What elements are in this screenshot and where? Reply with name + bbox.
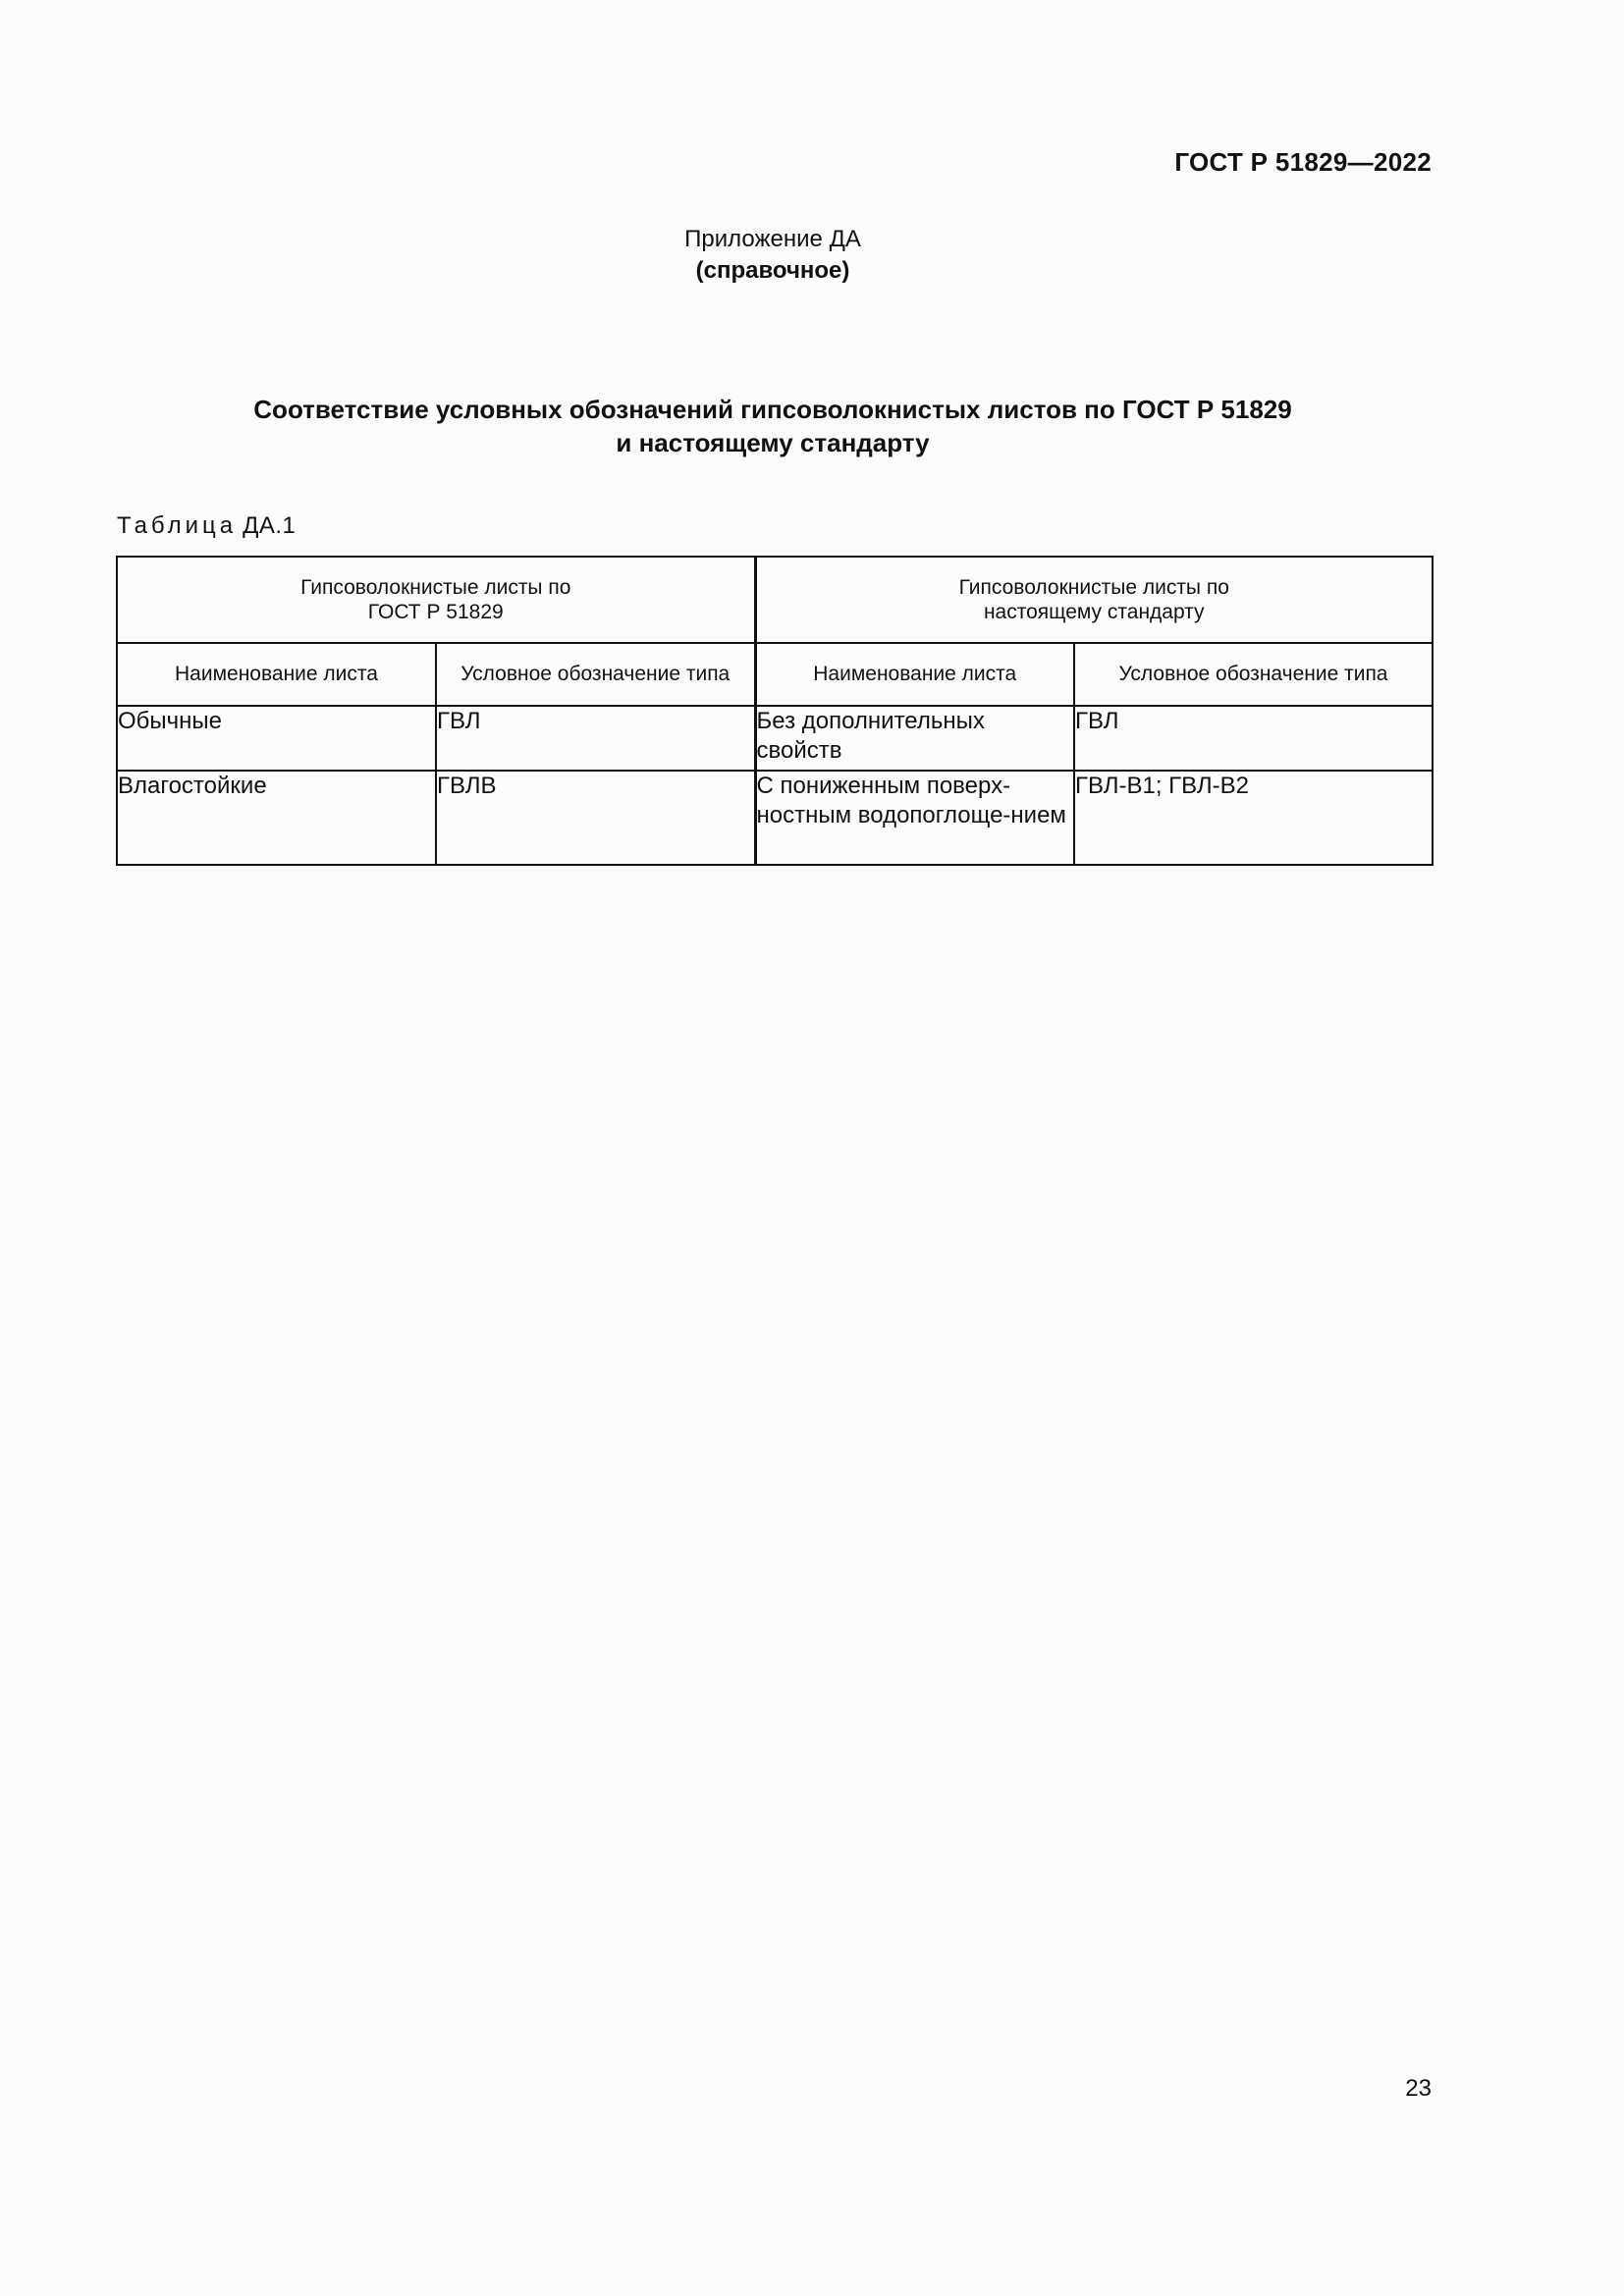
- table-row: [117, 706, 1433, 771]
- appendix-kind: (справочное): [695, 257, 850, 284]
- table-cell: ГВЛ: [436, 706, 755, 771]
- table-column-header-row: [117, 643, 1433, 706]
- table-cell: Без дополнительных свойств: [755, 706, 1074, 771]
- table-cell: ГВЛ: [1074, 706, 1433, 771]
- column-header: Условное обозначение типа: [436, 643, 755, 706]
- table-caption-number: ДА.1: [243, 512, 297, 539]
- table-cell: Влагостойкие: [117, 771, 436, 865]
- appendix-heading: [0, 224, 1545, 287]
- group-header-gost: [117, 557, 755, 643]
- document-code: ГОСТ Р 51829—2022: [1174, 147, 1432, 177]
- column-header: Условное обозначение типа: [1074, 643, 1433, 706]
- group-header-line: ГОСТ Р 51829: [367, 601, 504, 623]
- table-cell: ГВЛ-В1; ГВЛ-В2: [1074, 771, 1433, 865]
- table-row: [117, 771, 1433, 865]
- group-header-line: Гипсоволокнистые листы по: [958, 576, 1229, 599]
- table-cell: ГВЛВ: [436, 771, 755, 865]
- appendix-label: Приложение ДА: [684, 226, 861, 252]
- table-cell: С пониженным поверх-ностным водопоглоще-нием: [755, 771, 1074, 865]
- correspondence-table: [116, 556, 1434, 866]
- page-number: 23: [1405, 2075, 1432, 2102]
- group-header-current-standard: [755, 557, 1433, 643]
- appendix-title: [0, 393, 1545, 459]
- table-group-header-row: [117, 557, 1433, 643]
- title-line-1: Соответствие условных обозначений гипсоволокнистых листов по ГОСТ Р 51829: [253, 395, 1292, 424]
- column-header: Наименование листа: [755, 643, 1074, 706]
- column-header: Наименование листа: [117, 643, 436, 706]
- group-header-line: Гипсоволокнистые листы по: [300, 576, 571, 599]
- title-line-2: и настоящему стандарту: [616, 428, 930, 457]
- table-cell: Обычные: [117, 706, 436, 771]
- group-header-line: настоящему стандарту: [983, 601, 1205, 623]
- table-caption-word: Таблица: [117, 512, 238, 539]
- table-caption: [117, 512, 296, 540]
